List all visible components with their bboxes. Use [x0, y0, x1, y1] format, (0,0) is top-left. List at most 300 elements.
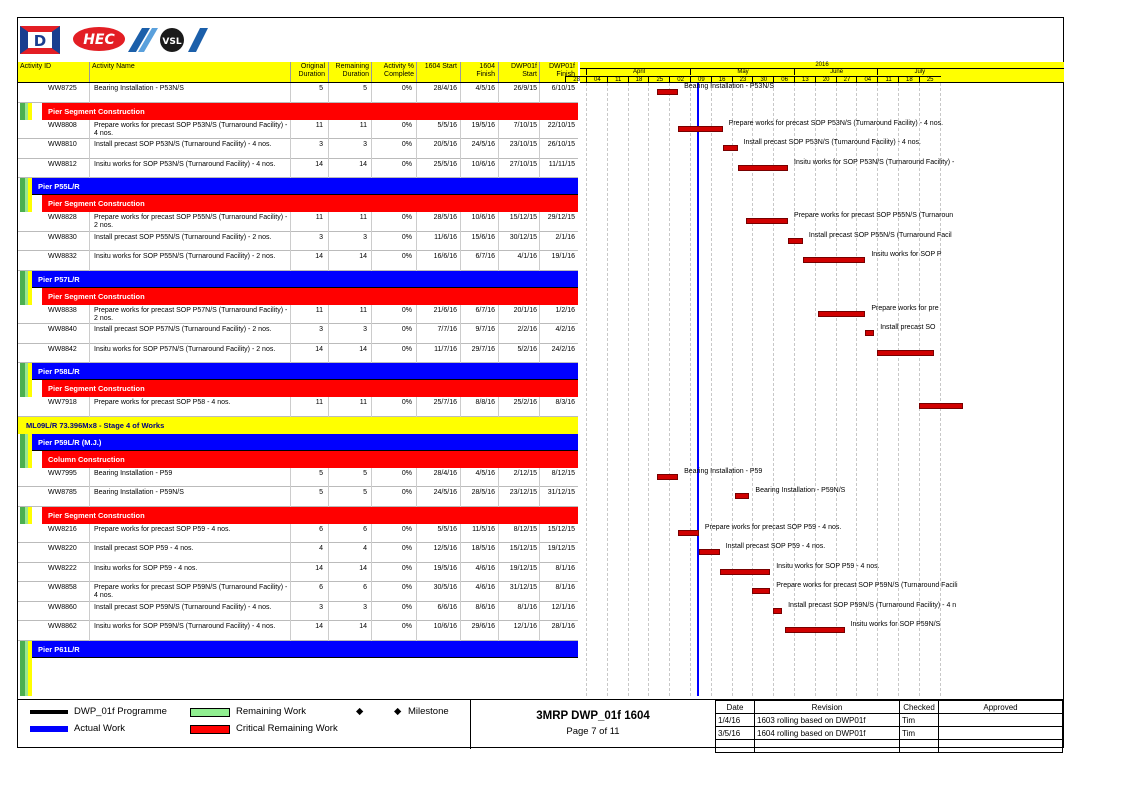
cell-name: Insitu works for SOP P53N/S (Turnaround Facility) - 4 nos. — [94, 160, 276, 168]
col-1604-finish: 1604 Finish — [476, 63, 495, 78]
wbs-band-subgroup[interactable]: Pier Segment Construction — [42, 288, 578, 305]
table-row[interactable] — [18, 139, 578, 159]
gantt-bar-label: Insitu works for SOP P53N/S (Turnaround Facility) - — [794, 158, 955, 166]
cell-od: 3 — [319, 603, 323, 611]
legend-swatch-critical — [190, 725, 230, 734]
document-title: 3MRP DWP_01f 1604 — [536, 710, 650, 722]
cell-df: 15/12/15 — [547, 525, 575, 533]
cell-rd: 3 — [363, 326, 367, 333]
cell-df: 22/10/15 — [547, 121, 575, 129]
cell-name: Insitu works for SOP P55N/S (Turnaround Facility) - 2 nos. — [94, 253, 276, 260]
cell-ds: 15/12/15 — [509, 214, 537, 221]
cell-name: Prepare works for precast SOP P59N/S (Turnaround Facility) - 4 nos. — [94, 584, 288, 599]
cell-od: 14 — [315, 253, 323, 260]
cell-pc: 0% — [401, 603, 412, 611]
cell-od: 11 — [315, 121, 323, 129]
cell-f: 4/5/16 — [475, 85, 495, 92]
gantt-bar[interactable] — [803, 257, 865, 263]
cell-id: WW8838 — [48, 306, 77, 314]
cell-ds: 25/2/16 — [513, 399, 537, 406]
cell-f: 28/5/16 — [471, 489, 495, 496]
gantt-bar-label: Insitu works for SOP P59N/S — [850, 621, 941, 628]
cell-ds: 4/1/16 — [517, 253, 537, 260]
cell-s: 28/5/16 — [433, 214, 457, 221]
table-row[interactable] — [18, 543, 578, 563]
cell-ds: 2/2/16 — [517, 326, 537, 333]
cell-pc: 0% — [401, 233, 412, 241]
cell-id: WW8808 — [48, 121, 77, 129]
cell-pc: 0% — [401, 85, 412, 92]
timescale-week: 18 — [898, 76, 920, 83]
rev-checked: Tim — [900, 714, 939, 727]
table-row[interactable] — [18, 324, 578, 344]
cell-ds: 20/1/16 — [513, 306, 537, 314]
wbs-band-subgroup[interactable]: Pier Segment Construction — [42, 380, 578, 397]
gantt-timescale — [573, 62, 1064, 83]
timescale-week: 27 — [836, 76, 858, 83]
rev-date: 1/4/16 — [716, 714, 755, 727]
cell-name: Insitu works for SOP P57N/S (Turnaround Facility) - 2 nos. — [94, 345, 276, 353]
cell-od: 14 — [315, 564, 323, 572]
cell-od: 6 — [319, 584, 323, 591]
cell-rd: 3 — [363, 233, 367, 241]
cell-rd: 11 — [359, 399, 367, 406]
d-logo-letter: D — [33, 32, 47, 50]
legend-remaining: Remaining Work — [236, 706, 307, 717]
cell-id: WW8840 — [48, 326, 77, 333]
cell-pc: 0% — [401, 345, 412, 353]
table-row[interactable] — [18, 305, 578, 325]
wbs-band-subgroup[interactable]: Column Construction — [42, 451, 578, 468]
vsl-logo-icon — [128, 26, 208, 54]
cell-od: 5 — [319, 85, 323, 92]
table-row[interactable] — [18, 524, 578, 544]
cell-id: WW7995 — [48, 469, 77, 477]
cell-s: 30/5/16 — [433, 584, 457, 591]
cell-pc: 0% — [401, 253, 412, 260]
rev-text — [755, 740, 900, 753]
rev-header-revision: Revision — [755, 701, 900, 714]
cell-ds: 8/1/16 — [517, 603, 537, 611]
cell-id: WW8222 — [48, 564, 77, 572]
gantt-bar-label: Bearing Installation - P59N/S — [755, 487, 846, 494]
col-1604-start: 1604 Start — [424, 63, 457, 70]
legend-swatch-remaining — [190, 708, 230, 717]
cell-df: 12/1/16 — [551, 603, 575, 611]
cell-id: WW8830 — [48, 233, 77, 241]
cell-id: WW8216 — [48, 525, 77, 533]
cell-name: Bearing Installation - P59N/S — [94, 489, 184, 496]
revision-table — [715, 700, 1063, 749]
cell-df: 8/12/15 — [551, 469, 575, 477]
cell-s: 11/6/16 — [434, 233, 457, 241]
cell-f: 4/6/16 — [475, 584, 495, 591]
cell-ds: 30/12/15 — [509, 233, 537, 241]
cell-df: 19/1/16 — [551, 253, 575, 260]
timescale-week: 25 — [919, 76, 941, 83]
cell-name: Install precast SOP P55N/S (Turnaround Facility) - 2 nos. — [94, 233, 272, 241]
cell-pc: 0% — [401, 489, 412, 496]
table-row[interactable] — [18, 232, 578, 252]
cell-rd: 6 — [363, 584, 367, 591]
rev-approved — [939, 740, 1063, 753]
timescale-week: 25 — [648, 76, 670, 83]
gantt-bar-label: Insitu works for SOP P — [871, 251, 942, 258]
cell-rd: 11 — [359, 121, 367, 129]
cell-f: 10/6/16 — [471, 214, 495, 221]
rev-date: 3/5/16 — [716, 727, 755, 740]
cell-pc: 0% — [401, 160, 412, 168]
cell-df: 8/1/16 — [555, 584, 575, 591]
table-row[interactable] — [18, 212, 578, 232]
table-header — [18, 62, 578, 83]
cell-f: 6/7/16 — [475, 306, 495, 314]
gantt-bar-label: Install precast SOP P53N/S (Turnaround Facility) - 4 nos. — [743, 139, 921, 146]
cell-ds: 15/12/15 — [509, 545, 537, 552]
table-row[interactable] — [18, 120, 578, 140]
gantt-bar[interactable] — [678, 530, 699, 536]
cell-id: WW8812 — [48, 160, 77, 168]
cell-s: 21/6/16 — [433, 306, 457, 314]
legend-swatch-actual — [30, 726, 68, 732]
cell-ds: 5/2/16 — [517, 345, 537, 353]
cell-rd: 14 — [359, 564, 367, 572]
cell-id: WW8725 — [48, 85, 77, 92]
legend-milestone-diamond-icon-2: ◆ — [394, 706, 402, 717]
cell-name: Prepare works for precast SOP P59 - 4 nos. — [94, 525, 231, 533]
gantt-bar[interactable] — [735, 493, 750, 499]
cell-id: WW8862 — [48, 623, 77, 630]
table-row[interactable] — [18, 582, 578, 602]
col-dwp01f-finish: DWP01f Finish — [548, 63, 575, 78]
cell-ds: 31/12/15 — [509, 584, 537, 591]
timescale-week: 02 — [669, 76, 691, 83]
cell-od: 14 — [315, 345, 323, 353]
cell-s: 6/6/16 — [437, 603, 457, 611]
rev-text: 1603 rolling based on DWP01f — [755, 714, 900, 727]
gantt-bar-label: Install precast SOP P59N/S (Turnaround Facility) - 4 n — [788, 601, 957, 609]
cell-name: Prepare works for precast SOP P58 - 4 nos. — [94, 399, 231, 406]
timescale-week: 06 — [773, 76, 795, 83]
cell-f: 4/6/16 — [475, 564, 495, 572]
revision-row — [716, 740, 1063, 753]
table-row[interactable] — [18, 159, 578, 179]
cell-f: 15/6/16 — [471, 233, 495, 241]
timescale-month: July — [877, 69, 961, 75]
rev-checked: Tim — [900, 727, 939, 740]
gantt-bar[interactable] — [720, 569, 771, 575]
gantt-bar-label: Install precast SOP P55N/S (Turnaround Facil — [808, 231, 952, 239]
gantt-bar[interactable] — [746, 218, 788, 224]
legend-milestone: Milestone — [408, 706, 449, 717]
col-activity-id: Activity ID — [20, 63, 52, 70]
rev-header-checked: Checked — [900, 701, 939, 714]
cell-rd: 6 — [363, 525, 367, 533]
cell-s: 19/5/16 — [433, 564, 457, 572]
cell-name: Bearing Installation - P53N/S — [94, 85, 184, 92]
wbs-band-pier[interactable]: Pier P59L/R (M.J.) — [32, 434, 578, 451]
hec-logo-text: HEC — [83, 32, 115, 48]
rev-header-approved: Approved — [939, 701, 1063, 714]
timescale-week: 11 — [607, 76, 629, 83]
cell-rd: 14 — [359, 160, 367, 168]
gantt-bar-label: Prepare works for precast SOP P55N/S (Turnaroun — [794, 212, 954, 219]
cell-rd: 3 — [363, 141, 367, 148]
cell-s: 25/5/16 — [433, 160, 457, 168]
gantt-bar[interactable] — [877, 350, 933, 356]
wbs-band-pier[interactable]: Pier P57L/R — [32, 271, 578, 288]
cell-od: 3 — [319, 326, 323, 333]
cell-name: Prepare works for precast SOP P53N/S (Turnaround Facility) - 4 nos. — [94, 121, 288, 137]
cell-ds: 7/10/15 — [513, 121, 537, 129]
d-logo-icon — [20, 26, 60, 54]
cell-pc: 0% — [401, 564, 412, 572]
table-row[interactable] — [18, 397, 578, 417]
gantt-bar[interactable] — [865, 330, 874, 336]
cell-f: 29/7/16 — [471, 345, 495, 353]
cell-f: 9/7/16 — [475, 326, 495, 333]
timescale-week: 28 — [565, 76, 587, 83]
gantt-bar-label: Install precast SO — [880, 324, 936, 331]
cell-ds: 23/10/15 — [509, 141, 537, 148]
cell-rd: 14 — [359, 345, 367, 353]
timescale-week: 18 — [628, 76, 650, 83]
cell-f: 4/5/16 — [475, 469, 495, 477]
timescale-week: 16 — [711, 76, 733, 83]
gantt-bar-label: Install precast SOP P59 - 4 nos. — [725, 543, 826, 550]
gantt-bar[interactable] — [657, 89, 678, 95]
gantt-chart — [580, 83, 1064, 696]
timescale-week: 11 — [877, 76, 899, 83]
cell-rd: 14 — [359, 623, 367, 630]
cell-df: 24/2/16 — [551, 345, 575, 353]
rev-approved — [939, 714, 1063, 727]
cell-rd: 14 — [359, 253, 367, 260]
cell-df: 8/3/16 — [555, 399, 575, 406]
cell-ds: 19/12/15 — [509, 564, 537, 572]
cell-ds: 2/12/15 — [513, 469, 537, 477]
cell-id: WW8785 — [48, 489, 77, 496]
activity-table — [18, 83, 578, 696]
rev-checked — [900, 740, 939, 753]
cell-f: 6/7/16 — [475, 253, 495, 260]
cell-df: 31/12/15 — [547, 489, 575, 496]
table-row[interactable] — [18, 487, 578, 507]
cell-df: 4/2/16 — [555, 326, 575, 333]
wbs-band-subgroup[interactable]: Pier Segment Construction — [42, 103, 578, 120]
rev-header-date: Date — [716, 701, 755, 714]
gantt-bar-label: Prepare works for precast SOP P59 - 4 nos. — [704, 523, 842, 531]
cell-id: WW8220 — [48, 545, 77, 552]
gantt-bar-label: Prepare works for pre — [871, 304, 939, 312]
cell-f: 19/5/16 — [471, 121, 495, 129]
cell-f: 10/6/16 — [471, 160, 495, 168]
cell-s: 7/7/16 — [437, 326, 457, 333]
wbs-band-pier[interactable]: Pier P55L/R — [32, 178, 578, 195]
gantt-bar[interactable] — [723, 145, 738, 151]
legend-milestone-diamond-icon: ◆ — [356, 706, 364, 717]
timescale-month: April — [586, 69, 691, 75]
timescale-week: 04 — [586, 76, 608, 83]
hec-logo-icon — [72, 26, 126, 52]
cell-s: 16/6/16 — [433, 253, 457, 260]
timescale-week: 30 — [752, 76, 774, 83]
gantt-bar-label: Insitu works for SOP P59 - 4 nos. — [776, 562, 880, 570]
cell-rd: 4 — [363, 545, 367, 552]
cell-od: 11 — [315, 306, 323, 314]
cell-pc: 0% — [401, 326, 412, 333]
cell-s: 5/5/16 — [437, 525, 457, 533]
col-remaining-duration: Remaining Duration — [335, 63, 369, 78]
page-number: Page 7 of 11 — [566, 726, 620, 737]
cell-df: 2/1/16 — [555, 233, 575, 241]
cell-rd: 11 — [359, 306, 367, 314]
gantt-bar-label: Prepare works for precast SOP P59N/S (Turnaround Facili — [776, 582, 958, 589]
cell-id: WW7918 — [48, 399, 77, 406]
cell-f: 8/6/16 — [475, 603, 495, 611]
gantt-bar[interactable] — [738, 165, 789, 171]
timescale-week: 09 — [690, 76, 712, 83]
cell-pc: 0% — [401, 525, 412, 533]
cell-s: 11/7/16 — [434, 345, 457, 353]
wbs-band-pier[interactable]: Pier P58L/R — [32, 363, 578, 380]
cell-id: WW8858 — [48, 584, 77, 591]
title-block — [470, 700, 716, 749]
wbs-band-subgroup[interactable]: Pier Segment Construction — [42, 195, 578, 212]
cell-rd: 5 — [363, 469, 367, 477]
cell-df: 29/12/15 — [547, 214, 575, 221]
cell-f: 29/6/16 — [471, 623, 495, 630]
cell-ds: 27/10/15 — [509, 160, 537, 168]
cell-name: Insitu works for SOP P59N/S (Turnaround Facility) - 4 nos. — [94, 623, 276, 630]
cell-s: 24/5/16 — [433, 489, 457, 496]
footer — [18, 699, 1063, 749]
gantt-bar[interactable] — [788, 238, 803, 244]
cell-od: 3 — [319, 233, 323, 241]
legend-swatch-programme — [30, 710, 68, 714]
cell-od: 6 — [319, 525, 323, 533]
timescale-year: 2016 — [580, 62, 1064, 69]
cell-od: 11 — [315, 214, 323, 221]
col-percent-complete: Activity % Complete — [383, 63, 414, 78]
col-activity-name: Activity Name — [92, 63, 135, 70]
timescale-week: 13 — [794, 76, 816, 83]
cell-pc: 0% — [401, 306, 412, 314]
gantt-bar[interactable] — [773, 608, 782, 614]
cell-ds: 26/9/15 — [513, 85, 537, 92]
cell-ds: 23/12/15 — [509, 489, 537, 496]
wbs-band-stage[interactable]: ML09L/R 73.396Mx8 - Stage 4 of Works — [18, 417, 578, 434]
cell-od: 3 — [319, 141, 323, 148]
revision-row — [716, 714, 1063, 727]
cell-s: 25/7/16 — [433, 399, 457, 406]
table-row[interactable] — [18, 621, 578, 641]
cell-od: 5 — [319, 469, 323, 477]
cell-id: WW8860 — [48, 603, 77, 611]
cell-f: 24/5/16 — [471, 141, 495, 148]
logo-strip — [18, 18, 1063, 62]
revision-row — [716, 727, 1063, 740]
cell-od: 5 — [319, 489, 323, 496]
col-dwp01f-start: DWP01f Start — [510, 63, 537, 78]
cell-name: Prepare works for precast SOP P57N/S (Turnaround Facility) - 2 nos. — [94, 306, 288, 322]
legend-critical: Critical Remaining Work — [236, 723, 338, 734]
table-row[interactable] — [18, 251, 578, 271]
timescale-month: May — [690, 69, 795, 75]
timescale-week: 20 — [815, 76, 837, 83]
cell-s: 28/4/16 — [433, 469, 457, 477]
cell-name: Install precast SOP P59 - 4 nos. — [94, 545, 194, 552]
cell-pc: 0% — [401, 399, 412, 406]
wbs-band-subgroup[interactable]: Pier Segment Construction — [42, 507, 578, 524]
gantt-bar-label: Prepare works for precast SOP P53N/S (Turnaround Facility) - 4 nos. — [728, 119, 944, 127]
gantt-bar-label: Bearing Installation - P53N/S — [684, 83, 774, 90]
gantt-bar[interactable] — [678, 126, 723, 132]
cell-s: 10/6/16 — [433, 623, 457, 630]
col-original-duration: Original Duration — [298, 63, 325, 78]
cell-name: Bearing Installation - P59 — [94, 469, 173, 477]
gantt-bar[interactable] — [785, 627, 844, 633]
cell-s: 28/4/16 — [433, 85, 457, 92]
cell-rd: 5 — [363, 85, 367, 92]
cell-id: WW8832 — [48, 253, 77, 260]
cell-rd: 11 — [359, 214, 367, 221]
cell-id: WW8828 — [48, 214, 77, 221]
timescale-month: June — [794, 69, 878, 75]
rev-approved — [939, 727, 1063, 740]
timescale-week: 04 — [856, 76, 878, 83]
legend-programme: DWP_01f Programme — [74, 706, 167, 717]
cell-pc: 0% — [401, 121, 412, 129]
cell-od: 14 — [315, 160, 323, 168]
rev-date — [716, 740, 755, 753]
cell-name: Insitu works for SOP P59 - 4 nos. — [94, 564, 198, 572]
cell-id: WW8810 — [48, 141, 77, 148]
cell-ds: 12/1/16 — [513, 623, 537, 630]
cell-od: 14 — [315, 623, 323, 630]
table-row[interactable] — [18, 344, 578, 364]
cell-ds: 8/12/15 — [513, 525, 537, 533]
gantt-bar[interactable] — [699, 549, 720, 555]
cell-od: 11 — [315, 399, 323, 406]
rev-text: 1604 rolling based on DWP01f — [755, 727, 900, 740]
table-row[interactable] — [18, 468, 578, 488]
table-row[interactable] — [18, 602, 578, 622]
vsl-logo-text: VSL — [162, 37, 182, 47]
table-row[interactable] — [18, 563, 578, 583]
cell-df: 28/1/16 — [551, 623, 575, 630]
legend-actual: Actual Work — [74, 723, 126, 734]
wbs-band-pier[interactable]: Pier P61L/R — [32, 641, 578, 658]
cell-name: Install precast SOP P53N/S (Turnaround Facility) - 4 nos. — [94, 141, 272, 148]
cell-s: 5/5/16 — [437, 121, 457, 129]
cell-pc: 0% — [401, 545, 412, 552]
cell-od: 4 — [319, 545, 323, 552]
cell-id: WW8842 — [48, 345, 77, 353]
cell-pc: 0% — [401, 141, 412, 148]
gantt-bar-label: Bearing Installation - P59 — [684, 467, 763, 475]
cell-pc: 0% — [401, 623, 412, 630]
cell-name: Prepare works for precast SOP P55N/S (Turnaround Facility) - 2 nos. — [94, 214, 288, 229]
cell-df: 19/12/15 — [547, 545, 575, 552]
table-row[interactable] — [18, 83, 578, 103]
gantt-bar[interactable] — [818, 311, 866, 317]
gantt-bar[interactable] — [752, 588, 770, 594]
schedule-page — [17, 17, 1064, 748]
cell-name: Install precast SOP P59N/S (Turnaround Facility) - 4 nos. — [94, 603, 272, 611]
gantt-bar[interactable] — [919, 403, 964, 409]
gantt-bar[interactable] — [657, 474, 678, 480]
